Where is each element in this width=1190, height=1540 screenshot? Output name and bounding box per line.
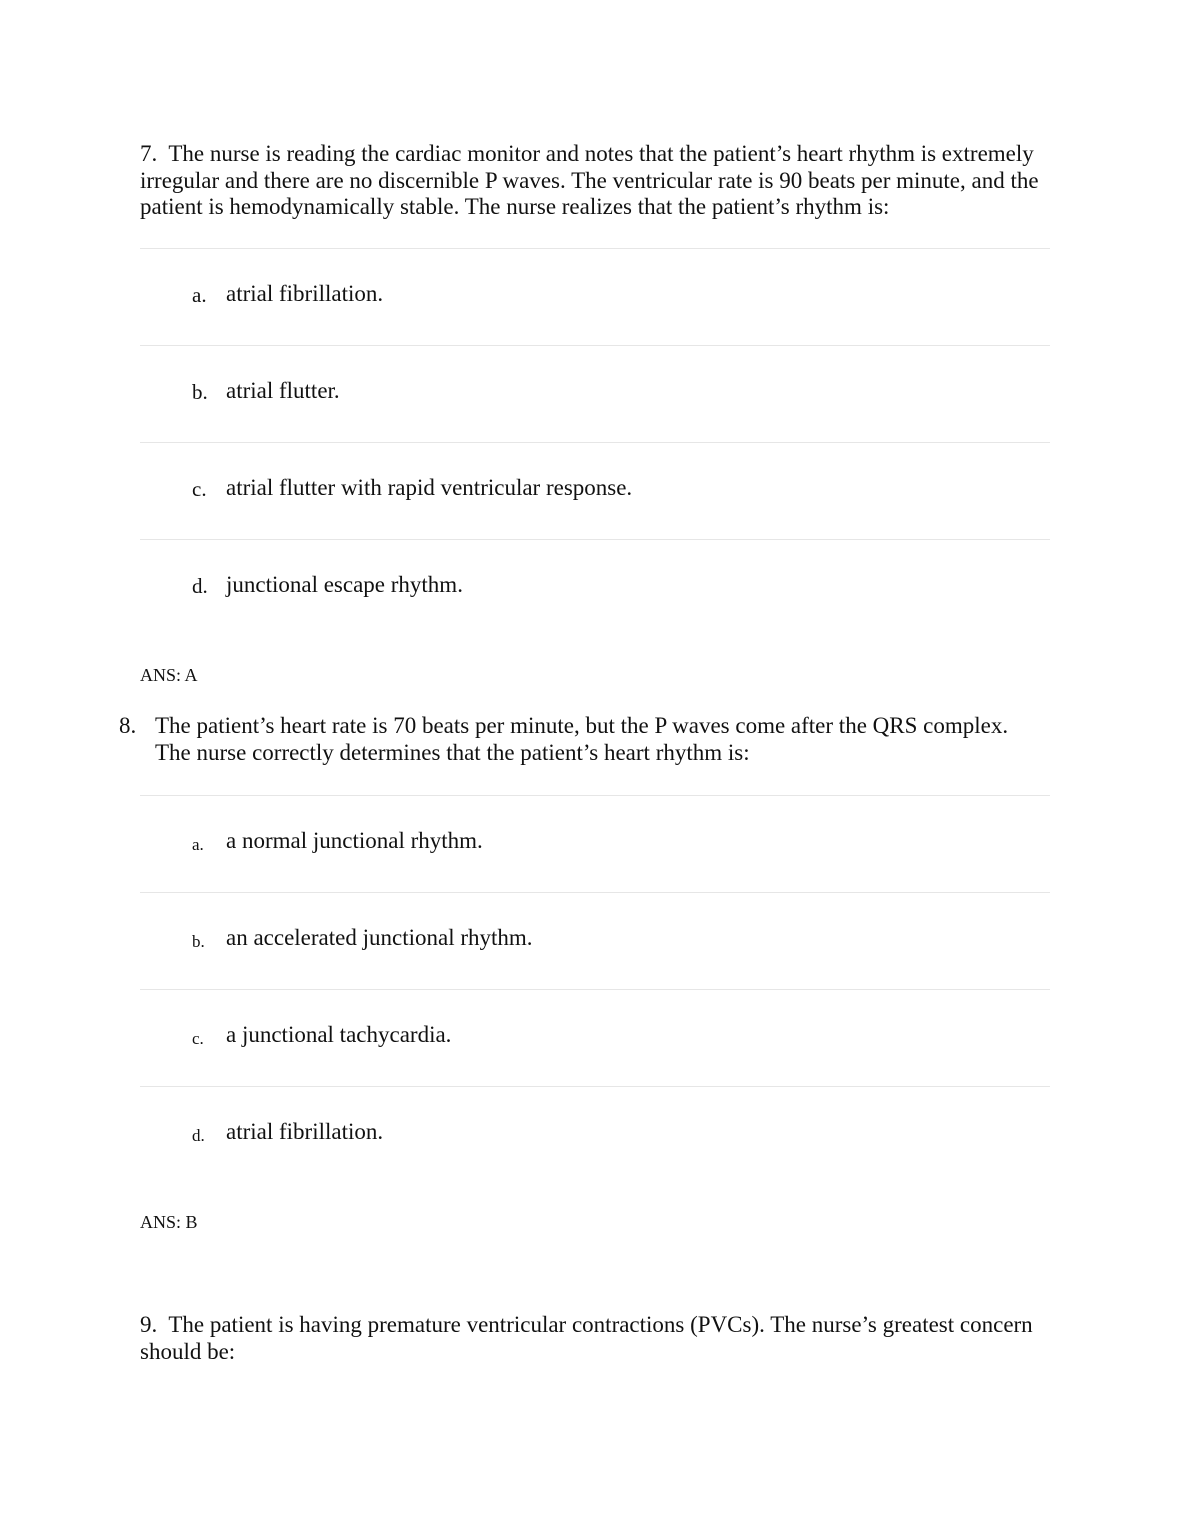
option-row [140,795,1050,892]
question-text: The nurse is reading the cardiac monitor and notes that the patient’s heart rhythm is extremely irregular and there are no discernible P waves. The ventricular rate is 90 beats per minute, and the patient is hemodynamically stable. The nurse realizes that the patient’s rhythm is: [140,141,1039,219]
question-8-options [140,795,1050,1183]
option-row [140,248,1050,345]
question-7-options [140,248,1050,636]
option-letter: b. [192,380,208,404]
option-text: a normal junctional rhythm. [226,828,483,853]
question-number: 9. [140,1312,158,1337]
question-number: 7. [140,141,158,166]
option-letter: c. [192,477,207,501]
option-letter: d. [192,574,208,598]
option-row [140,539,1050,636]
question-7-stem [140,141,1055,221]
option-row [140,345,1050,442]
option-text: atrial flutter with rapid ventricular response. [226,475,633,500]
option-text: atrial flutter. [226,378,340,403]
option-letter: c. [192,1029,204,1048]
option-text: junctional escape rhythm. [226,572,463,597]
answer-key: ANS: B [140,1212,198,1232]
option-text: atrial fibrillation. [226,281,384,306]
option-letter: b. [192,932,205,951]
answer-key: ANS: A [140,665,198,685]
option-letter: a. [192,835,204,854]
question-number: 8. [119,713,137,738]
option-text: an accelerated junctional rhythm. [226,925,533,950]
option-text: atrial fibrillation. [226,1119,384,1144]
option-letter: d. [192,1126,205,1145]
option-row [140,1086,1050,1183]
question-text: The patient’s heart rate is 70 beats per minute, but the P waves come after the QRS complex. The nurse correctly determines that the patient’s heart rhythm is: [155,713,1009,765]
option-row [140,442,1050,539]
question-8-stem [119,713,1039,766]
option-row [140,989,1050,1086]
option-text: a junctional tachycardia. [226,1022,452,1047]
question-9-stem [140,1312,1055,1365]
question-text: The patient is having premature ventricular contractions (PVCs). The nurse’s greatest concern should be: [140,1312,1033,1364]
option-row [140,892,1050,989]
option-letter: a. [192,283,207,307]
